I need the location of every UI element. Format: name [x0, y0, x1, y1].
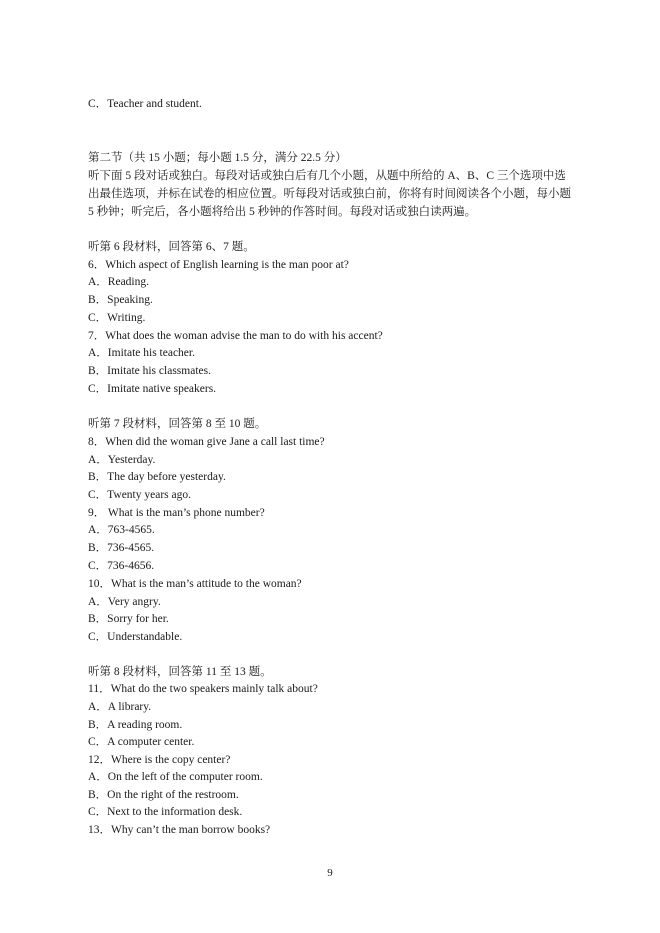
q8-option-c: C．Twenty years ago.: [88, 489, 191, 501]
q7-option-c: C．Imitate native speakers.: [88, 383, 217, 395]
q11-option-b: B．A reading room.: [88, 719, 183, 731]
q9-option-b: B．736-4565.: [88, 542, 155, 554]
instructions-line-2: 出最佳选项，并标在试卷的相应位置。听每段对话或独白前，你将有时间阅读各个小题，每小题: [88, 188, 571, 200]
question-12: 12．Where is the copy center?: [88, 754, 231, 766]
q9-option-c: C．736-4656.: [88, 560, 155, 572]
q8-option-b: B．The day before yesterday.: [88, 471, 226, 483]
question-8: 8．When did the woman give Jane a call last time?: [88, 436, 325, 448]
question-9: 9． What is the man’s phone number?: [88, 507, 265, 519]
q12-option-b: B．On the right of the restroom.: [88, 789, 239, 801]
question-6: 6．Which aspect of English learning is the man poor at?: [88, 259, 349, 271]
instructions-line-3: 5 秒钟；听完后，各小题将给出 5 秒钟的作答时间。每段对话或独白读两遍。: [88, 206, 477, 218]
q10-option-a: A．Very angry.: [88, 596, 161, 608]
q8-option-a: A．Yesterday.: [88, 454, 156, 466]
q11-option-c: C．A computer center.: [88, 736, 195, 748]
q6-option-a: A．Reading.: [88, 276, 150, 288]
q10-option-c: C．Understandable.: [88, 631, 183, 643]
question-11: 11．What do the two speakers mainly talk about?: [88, 683, 318, 695]
page-number: 9: [327, 867, 333, 879]
passage-8-heading: 听第 8 段材料，回答第 11 至 13 题。: [88, 666, 272, 678]
q5-option-c: C．Teacher and student.: [88, 98, 202, 110]
q10-option-b: B．Sorry for her.: [88, 613, 169, 625]
instructions-line-1: 听下面 5 段对话或独白。每段对话或独白后有几个小题，从题中所给的 A、B、C 三个选项中选: [88, 170, 566, 182]
q11-option-a: A．A library.: [88, 701, 152, 713]
question-13: 13．Why can’t the man borrow books?: [88, 824, 271, 836]
passage-6-heading: 听第 6 段材料，回答第 6、7 题。: [88, 241, 255, 253]
q7-option-a: A．Imitate his teacher.: [88, 347, 195, 359]
q12-option-a: A．On the left of the computer room.: [88, 771, 263, 783]
q7-option-b: B．Imitate his classmates.: [88, 365, 211, 377]
section-heading: 第二节（共 15 小题；每小题 1.5 分，满分 22.5 分）: [88, 152, 347, 164]
q12-option-c: C．Next to the information desk.: [88, 806, 243, 818]
question-10: 10．What is the man’s attitude to the woman?: [88, 578, 302, 590]
q6-option-b: B．Speaking.: [88, 294, 153, 306]
passage-7-heading: 听第 7 段材料，回答第 8 至 10 题。: [88, 418, 267, 430]
q6-option-c: C．Writing.: [88, 312, 146, 324]
q9-option-a: A．763-4565.: [88, 524, 155, 536]
question-7: 7．What does the woman advise the man to do with his accent?: [88, 330, 383, 342]
